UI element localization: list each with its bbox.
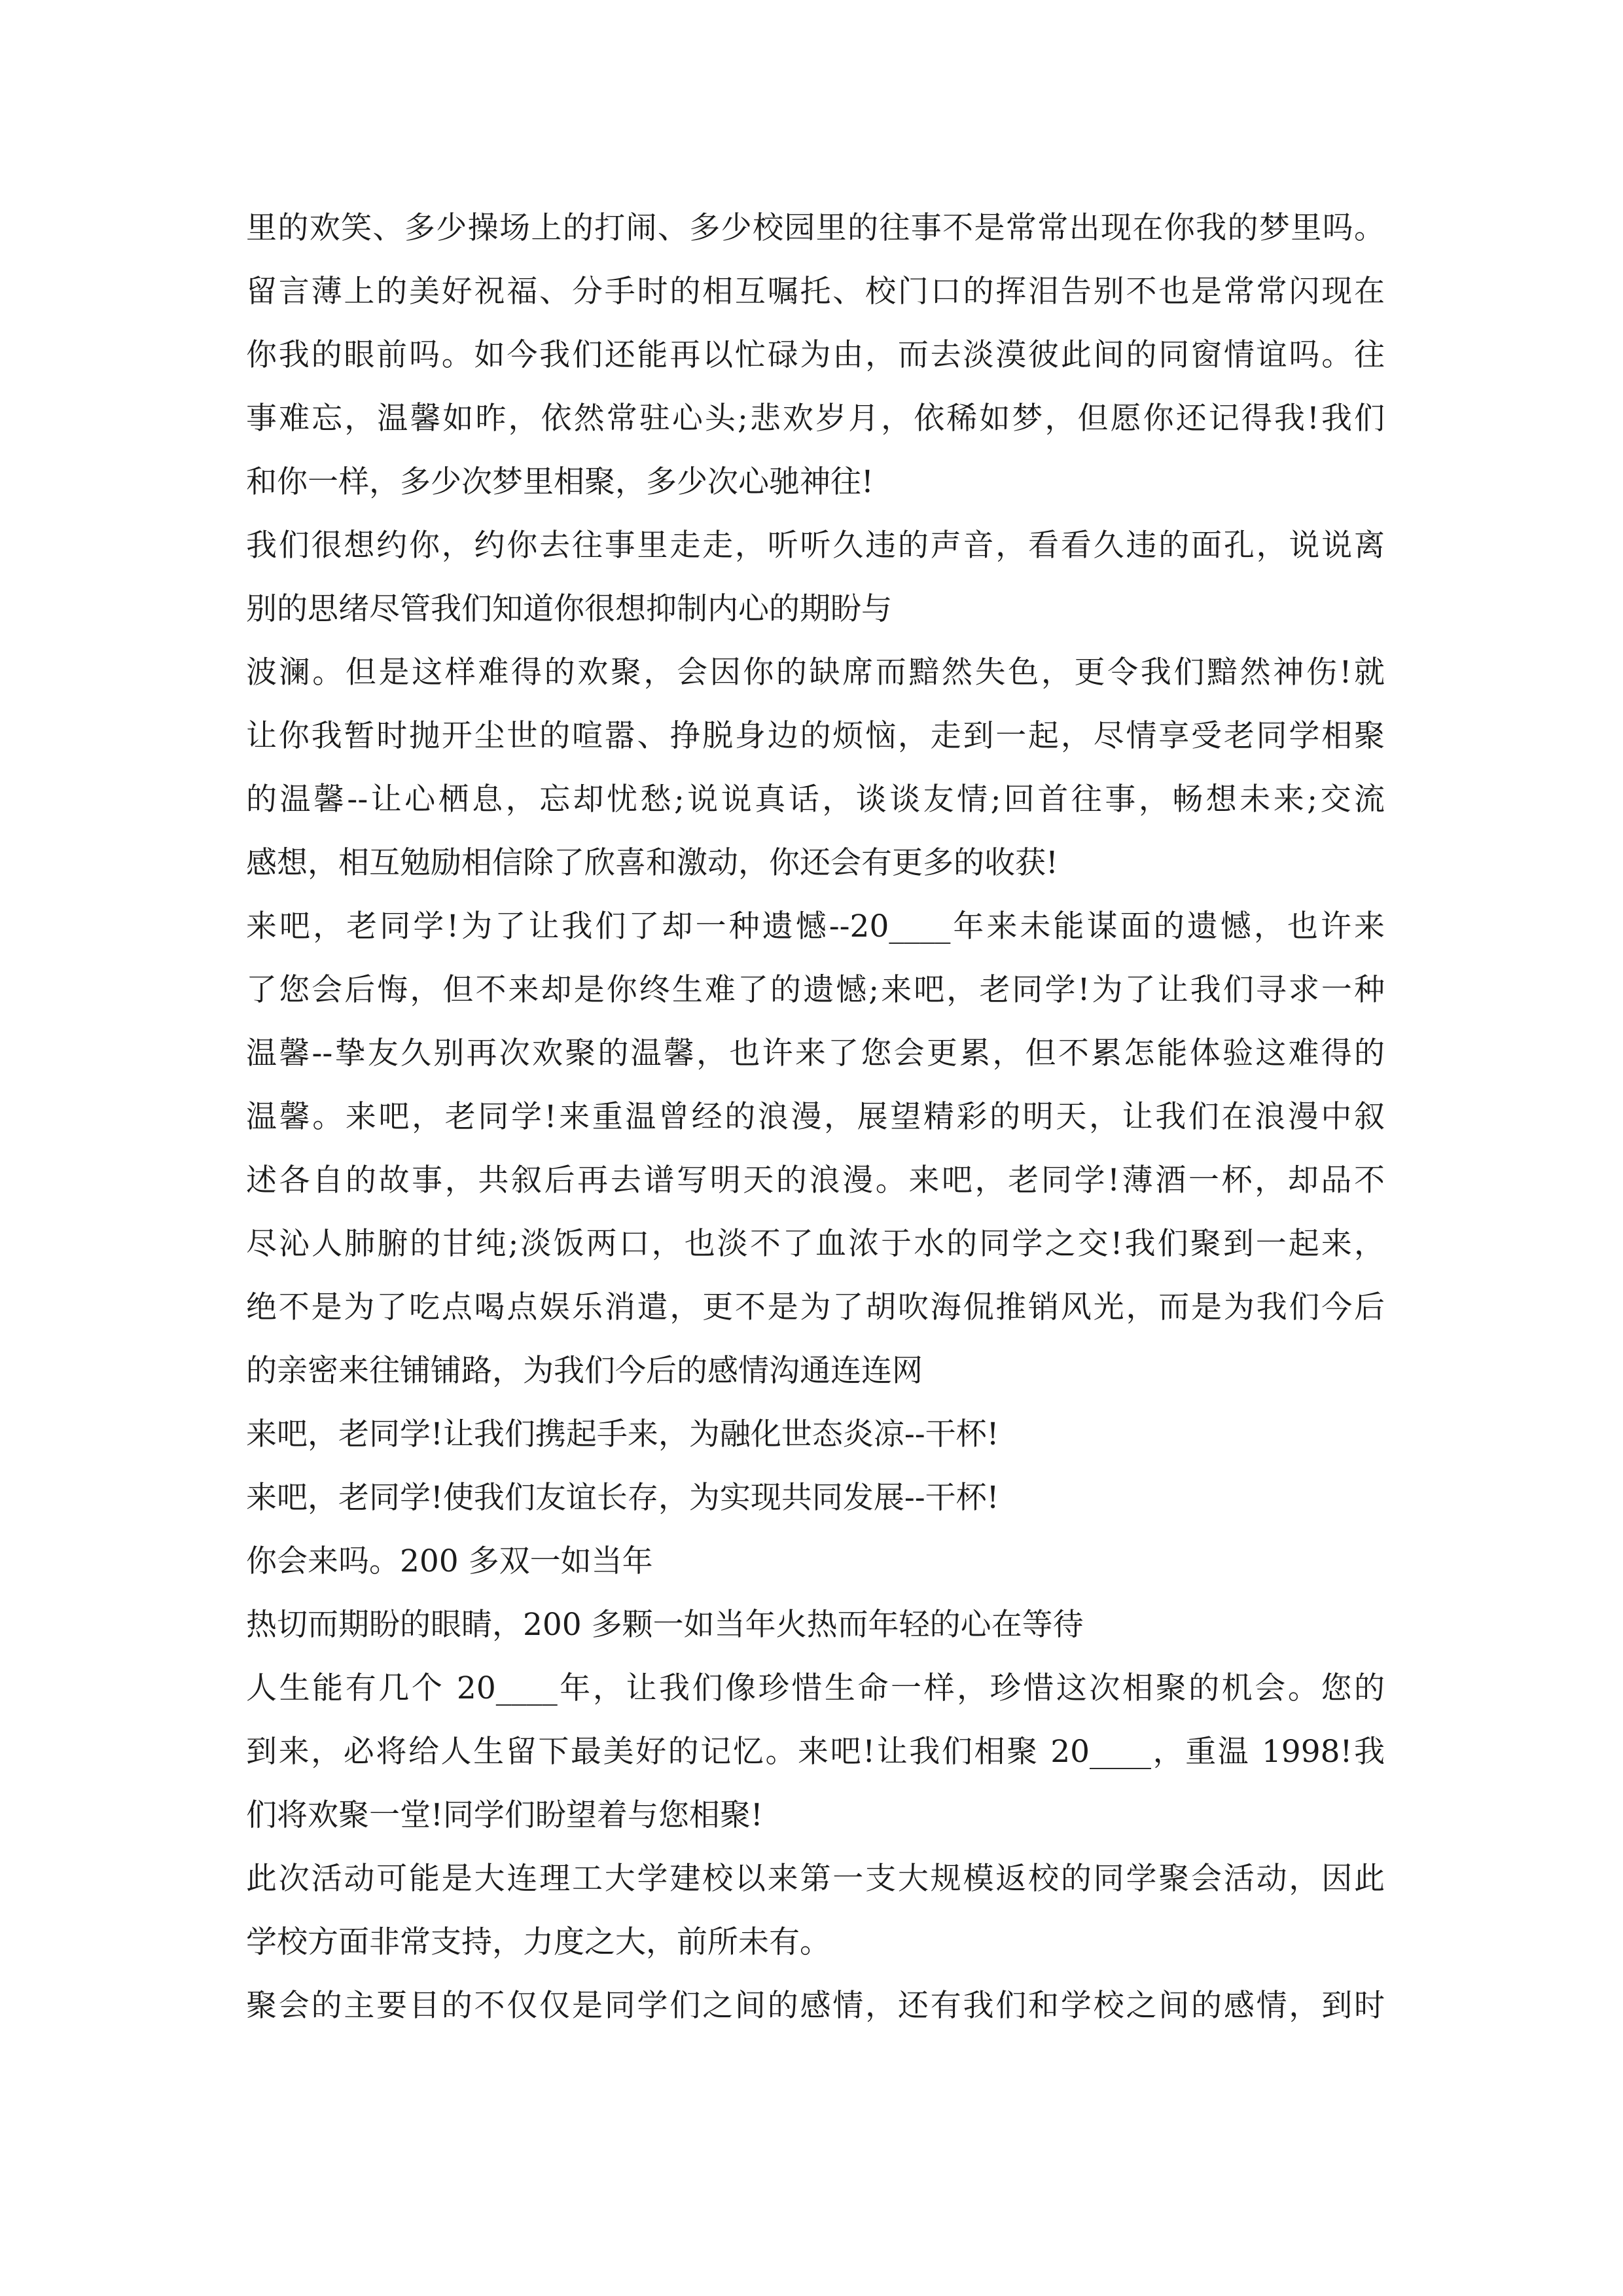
text-line: 让你我暂时抛开尘世的喧嚣、挣脱身边的烦恼，走到一起，尽情享受老同学相聚 bbox=[246, 718, 1385, 754]
text-line: 来吧，老同学!让我们携起手来，为融化世态炎凉--干杯! bbox=[246, 1416, 999, 1452]
text-line: 人生能有几个 20____年，让我们像珍惜生命一样，珍惜这次相聚的机会。您的 bbox=[246, 1670, 1385, 1706]
text-line: 此次活动可能是大连理工大学建校以来第一支大规模返校的同学聚会活动，因此 bbox=[246, 1861, 1385, 1897]
text-line: 来吧，老同学!使我们友谊长存，为实现共同发展--干杯! bbox=[246, 1480, 999, 1516]
text-line: 感想，相互勉励相信除了欣喜和激动，你还会有更多的收获! bbox=[246, 845, 1058, 881]
text-line: 的亲密来往铺铺路，为我们今后的感情沟通连连网 bbox=[246, 1353, 923, 1389]
text-line: 述各自的故事，共叙后再去谱写明天的浪漫。来吧，老同学!薄酒一杯，却品不 bbox=[246, 1162, 1385, 1198]
text-line: 别的思绪尽管我们知道你很想抑制内心的期盼与 bbox=[246, 591, 892, 627]
text-line: 绝不是为了吃点喝点娱乐消遣，更不是为了胡吹海侃推销风光，而是为我们今后 bbox=[246, 1289, 1385, 1325]
text-line: 我们很想约你，约你去往事里走走，听听久违的声音，看看久违的面孔，说说离 bbox=[246, 528, 1385, 564]
text-line: 事难忘，温馨如昨，依然常驻心头;悲欢岁月，依稀如梦，但愿你还记得我!我们 bbox=[246, 401, 1385, 437]
document-body bbox=[246, 196, 1385, 2037]
text-line: 到来，必将给人生留下最美好的记忆。来吧!让我们相聚 20____，重温 1998!我 bbox=[246, 1734, 1385, 1770]
text-line: 和你一样，多少次梦里相聚，多少次心驰神往! bbox=[246, 464, 874, 500]
text-line: 来吧，老同学!为了让我们了却一种遗憾--20____年来未能谋面的遗憾，也许来 bbox=[246, 908, 1385, 944]
text-line: 留言薄上的美好祝福、分手时的相互嘱托、校门口的挥泪告别不也是常常闪现在 bbox=[246, 274, 1385, 310]
text-line: 热切而期盼的眼睛，200 多颗一如当年火热而年轻的心在等待 bbox=[246, 1607, 1084, 1643]
text-line: 温馨--挚友久别再次欢聚的温馨，也许来了您会更累，但不累怎能体验这难得的 bbox=[246, 1035, 1385, 1071]
text-line: 波澜。但是这样难得的欢聚，会因你的缺席而黯然失色，更令我们黯然神伤!就 bbox=[246, 655, 1385, 691]
text-line: 温馨。来吧，老同学!来重温曾经的浪漫，展望精彩的明天，让我们在浪漫中叙 bbox=[246, 1099, 1385, 1135]
text-line: 们将欢聚一堂!同学们盼望着与您相聚! bbox=[246, 1797, 763, 1833]
text-line: 学校方面非常支持，力度之大，前所未有。 bbox=[246, 1924, 830, 1960]
text-line: 了您会后悔，但不来却是你终生难了的遗憾;来吧，老同学!为了让我们寻求一种 bbox=[246, 972, 1385, 1008]
text-line: 你我的眼前吗。如今我们还能再以忙碌为由，而去淡漠彼此间的同窗情谊吗。往 bbox=[246, 337, 1385, 373]
text-line: 尽沁人肺腑的甘纯;淡饭两口，也淡不了血浓于水的同学之交!我们聚到一起来， bbox=[246, 1226, 1385, 1262]
text-line: 你会来吗。200 多双一如当年 bbox=[246, 1543, 653, 1579]
text-line: 里的欢笑、多少操场上的打闹、多少校园里的往事不是常常出现在你我的梦里吗。 bbox=[246, 210, 1385, 246]
text-line: 的温馨--让心栖息，忘却忧愁;说说真话，谈谈友情;回首往事，畅想未来;交流 bbox=[246, 781, 1385, 817]
text-line: 聚会的主要目的不仅仅是同学们之间的感情，还有我们和学校之间的感情，到时 bbox=[246, 1988, 1385, 2024]
